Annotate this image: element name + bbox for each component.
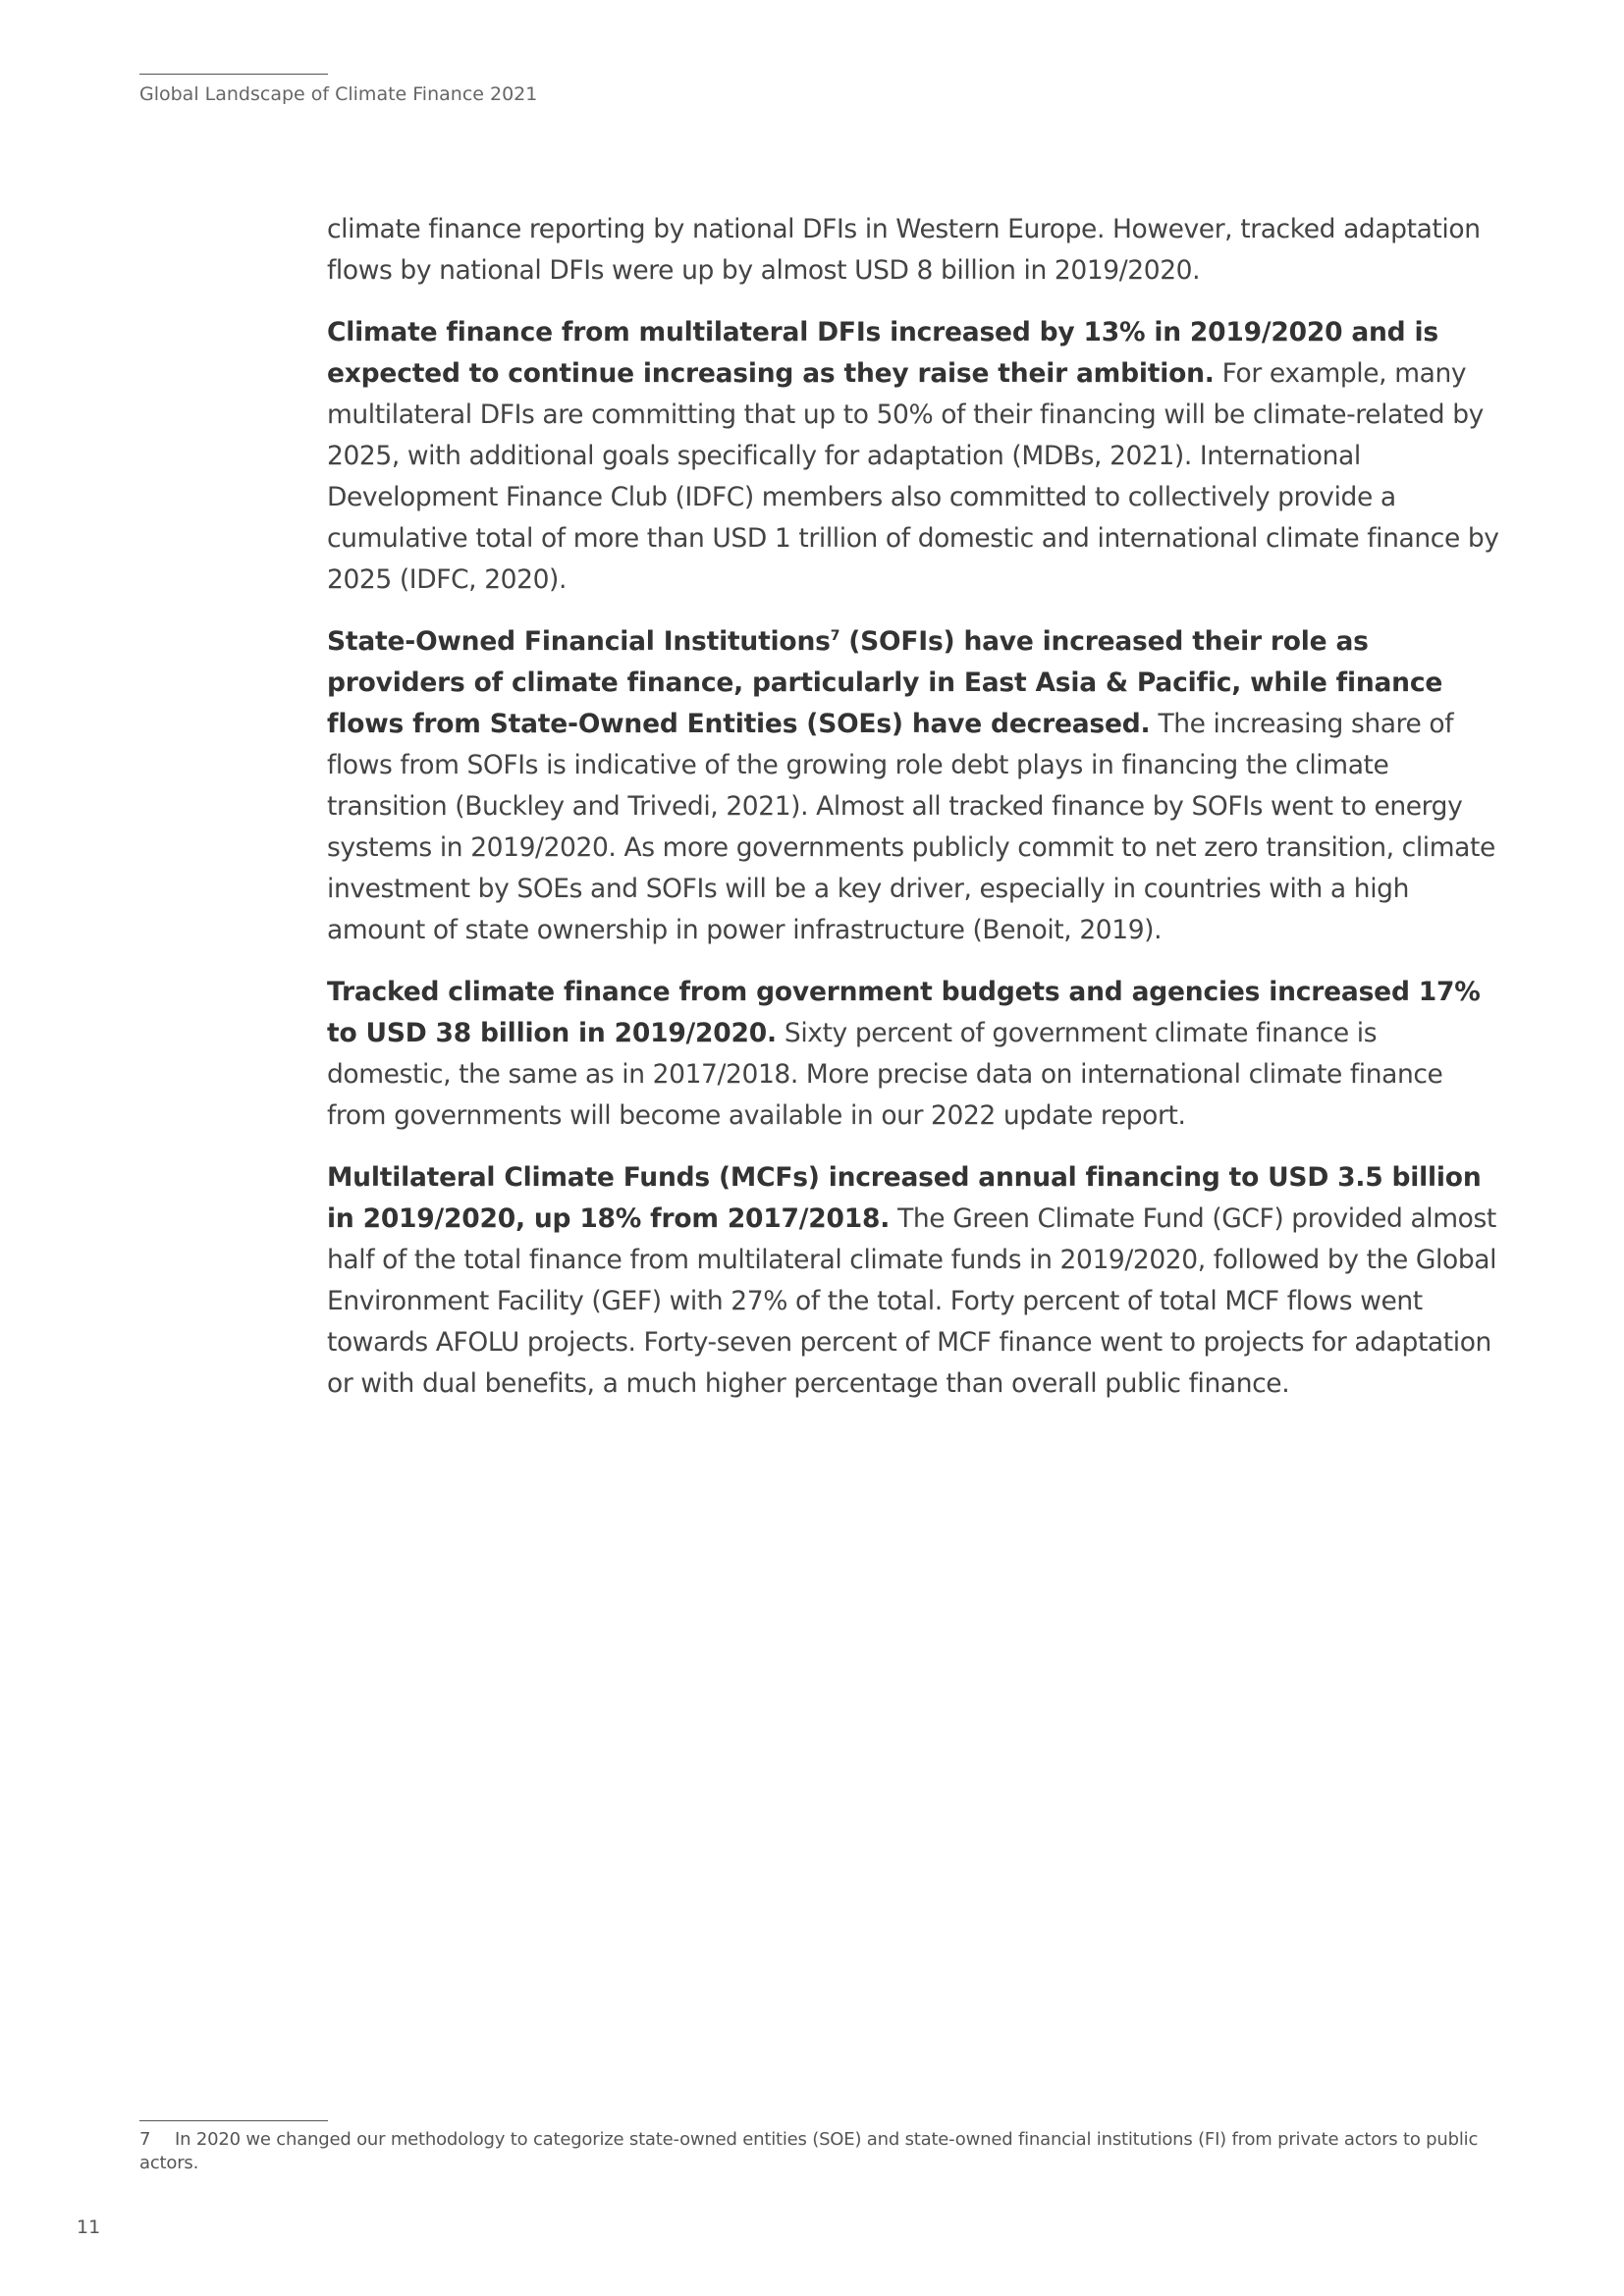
body-text	[327, 209, 1505, 1425]
paragraph-lead-part1: State-Owned Financial Institutions	[327, 626, 831, 657]
header-rule	[139, 74, 328, 75]
paragraph-multilateral-dfis	[327, 312, 1505, 601]
paragraph-sofis	[327, 621, 1505, 951]
paragraph-lead-part2: (SOFIs) have increased their role as providers of climate finance, particularly in East Asia & Pacific, while finance flows from State-Owned Entities (SOEs) have decreased.	[327, 626, 1443, 739]
paragraph-national-dfis	[327, 209, 1505, 292]
paragraph-text: climate finance reporting by national DFIs in Western Europe. However, tracked adaptation flows by national DFIs were up by almost USD 8 billion in 2019/2020.	[327, 214, 1481, 286]
running-header: Global Landscape of Climate Finance 2021	[139, 83, 538, 105]
paragraph-text: The Green Climate Fund (GCF) provided almost half of the total finance from multilateral climate funds in 2019/2020, followed by the Global Environment Facility (GEF) with 27% of the total. Forty percent of total MCF flows went towards AFOLU projects. Forty-seven percent of MCF finance went to projects for adaptation or with dual benefits, a much higher percentage than overall public finance.	[327, 1203, 1497, 1399]
footnote-ref[interactable]: 7	[830, 628, 840, 645]
paragraph-lead: Tracked climate finance from government budgets and agencies increased 17% to USD 38 billion in 2019/2020.	[327, 977, 1481, 1048]
footnote-text: In 2020 we changed our methodology to categorize state-owned entities (SOE) and state-owned financial institutions (FI) from private actors to public actors.	[139, 2129, 1479, 2173]
paragraph-text: Sixty percent of government climate finance is domestic, the same as in 2017/2018. More precise data on international climate finance from governments will become available in our 2022 update report.	[327, 1018, 1443, 1131]
page-number: 11	[77, 2216, 101, 2238]
footnote-number: 7	[139, 2129, 151, 2150]
paragraph-government-budgets	[327, 972, 1505, 1137]
paragraph-lead: Multilateral Climate Funds (MCFs) increased annual financing to USD 3.5 billion in 2019/2020, up 18% from 2017/2018.	[327, 1162, 1482, 1234]
footnote-rule	[139, 2120, 328, 2121]
paragraph-text: The increasing share of flows from SOFIs is indicative of the growing role debt plays in financing the climate transition (Buckley and Trivedi, 2021). Almost all tracked finance by SOFIs went to energy systems in 2019/2020. As more governments publicly commit to net zero transition, climate investment by SOEs and SOFIs will be a key driver, especially in countries with a high amount of state ownership in power infrastructure (Benoit, 2019).	[327, 709, 1495, 945]
footnote	[139, 2128, 1504, 2175]
paragraph-lead: Climate finance from multilateral DFIs increased by 13% in 2019/2020 and is expected to continue increasing as they raise their ambition.	[327, 317, 1438, 389]
paragraph-text: For example, many multilateral DFIs are committing that up to 50% of their financing will be climate-related by 2025, with additional goals specifically for adaptation (MDBs, 2021). International Development Finance Club (IDFC) members also committed to collectively provide a cumulative total of more than USD 1 trillion of domestic and international climate finance by 2025 (IDFC, 2020).	[327, 358, 1499, 595]
paragraph-mcfs	[327, 1157, 1505, 1405]
